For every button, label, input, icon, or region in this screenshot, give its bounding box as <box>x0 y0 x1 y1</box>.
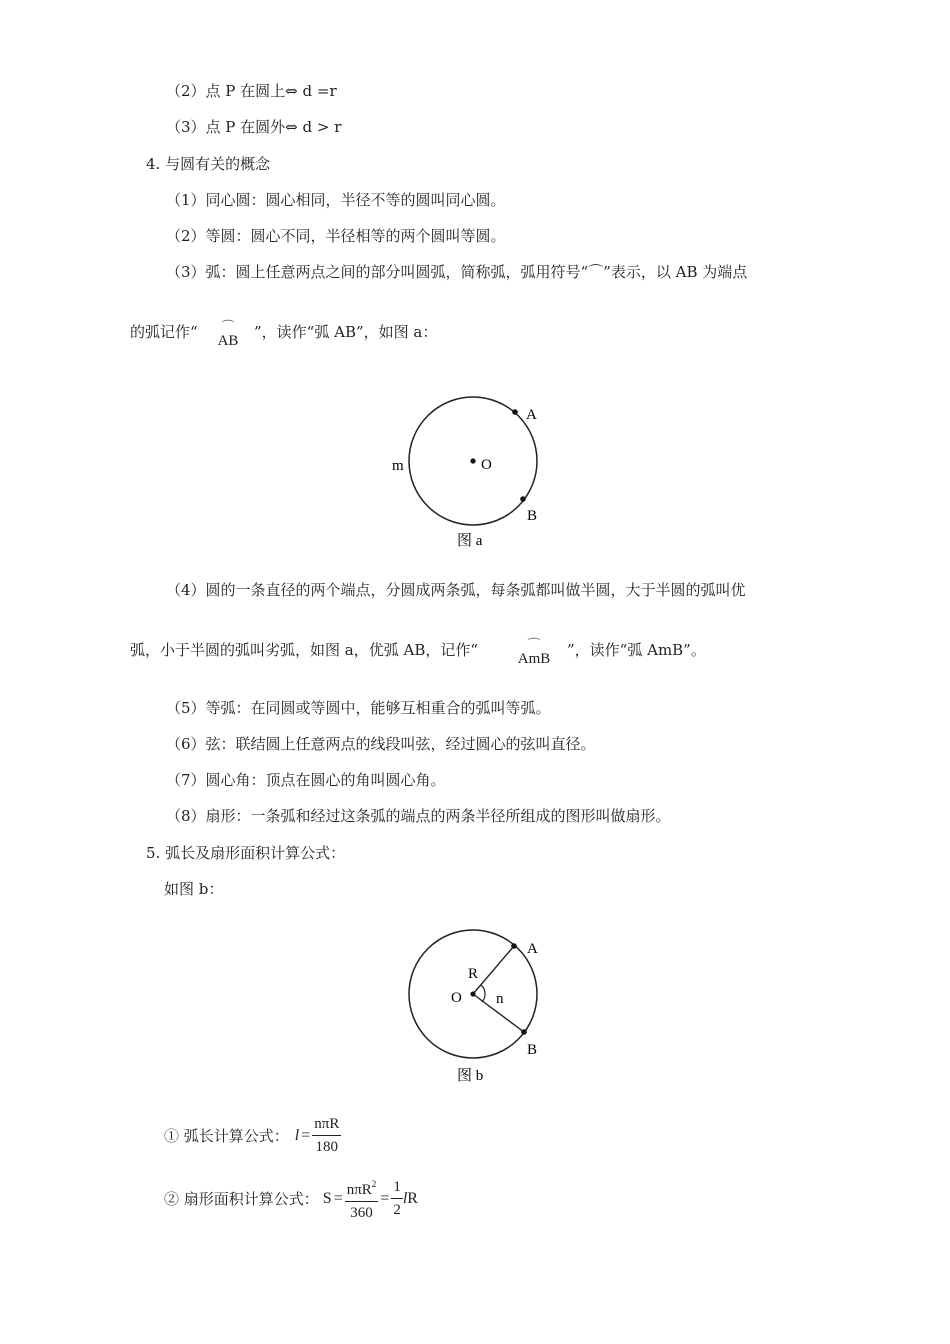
arc-symbol: ⌒ <box>221 319 235 334</box>
angle-arc-n <box>481 985 485 1002</box>
item-arc-definition: （3）弧：圆上任意两点之间的部分叫圆弧，简称弧，弧用符号“⌒”表示，以 AB 为端点 <box>166 263 748 281</box>
label-o: O <box>481 457 492 473</box>
formula-2-fraction-2 <box>391 1177 403 1220</box>
label-n: n <box>496 991 504 1007</box>
item-central-angle: （7）圆心角：顶点在圆心的角叫圆心角。 <box>166 771 446 789</box>
figure-b <box>385 924 555 1084</box>
arc-label: AmB <box>517 651 551 667</box>
figure-b-intro: 如图 b： <box>164 880 224 898</box>
formula-2-equals-2: = <box>380 1189 390 1207</box>
item-concentric-circles: （1）同心圆：圆心相同，半径不等的圆叫同心圆。 <box>166 191 506 209</box>
label-m: m <box>392 458 404 474</box>
label-a: A <box>526 407 537 423</box>
formula-2-label: ② 扇形面积计算公式： <box>164 1190 319 1208</box>
formula-1-fraction <box>312 1114 341 1157</box>
figure-a <box>385 392 555 552</box>
item-point-on-circle: （2）点 P 在圆上⇔ d =r <box>166 82 337 100</box>
formula-1-equals: = <box>301 1126 311 1144</box>
section-4-heading: 4. 与圆有关的概念 <box>146 155 271 173</box>
item-major-arc-post: ”，读作“弧 AmB”。 <box>567 641 706 659</box>
label-b: B <box>527 508 538 524</box>
item-point-outside-circle: （3）点 P 在圆外⇔ d > r <box>166 118 342 136</box>
formula-1-numerator: nπR <box>312 1114 341 1136</box>
formula-2-lhs: S <box>322 1189 332 1207</box>
label-b: B <box>527 1042 538 1058</box>
item-equal-arcs: （5）等弧：在同圆或等圆中，能够互相重合的弧叫等弧。 <box>166 699 551 717</box>
point-a-dot <box>512 409 518 415</box>
formula-2-num-text: nπR <box>346 1182 372 1198</box>
radius-oa <box>473 946 514 994</box>
formula-1-denominator: 180 <box>315 1139 339 1155</box>
arc-ab-notation <box>210 320 246 348</box>
center-dot-o <box>470 458 475 463</box>
formula-2-numerator-1 <box>345 1174 379 1202</box>
formula-1-var-l: l <box>294 1126 300 1144</box>
formula-2-fraction-1 <box>345 1174 379 1223</box>
label-r: R <box>468 966 479 982</box>
formula-2-var-r: R <box>407 1189 418 1207</box>
sector-area-formula <box>164 1174 418 1223</box>
formula-2-equals-1: = <box>333 1189 343 1207</box>
item-arc-notation-pre: 的弧记作“ <box>130 323 198 341</box>
item-sector: （8）扇形：一条弧和经过这条弧的端点的两条半径所组成的图形叫做扇形。 <box>166 807 671 825</box>
formula-2-var-l: l <box>402 1189 408 1207</box>
item-arc-notation-post: ”，读作“弧 AB”，如图 a： <box>254 323 438 341</box>
formula-2-exponent: 2 <box>371 1179 377 1189</box>
arc-label: AB <box>217 333 239 349</box>
label-a: A <box>527 941 538 957</box>
item-semicircle-definition: （4）圆的一条直径的两个端点，分圆成两条弧，每条弧都叫做半圆，大于半圆的弧叫优 <box>166 581 746 599</box>
figure-a-caption: 图 a <box>457 533 483 549</box>
label-o: O <box>451 990 462 1006</box>
point-b-dot <box>520 496 526 502</box>
formula-2-denominator-1: 360 <box>350 1205 373 1221</box>
center-dot-o <box>470 991 475 996</box>
figure-b-caption: 图 b <box>457 1068 484 1084</box>
section-5-heading: 5. 弧长及扇形面积计算公式： <box>146 844 346 862</box>
item-major-arc-pre: 弧，小于半圆的弧叫劣弧，如图 a，优弧 AB，记作“ <box>130 641 479 659</box>
arc-amb-notation <box>512 638 556 666</box>
item-chord: （6）弦：联结圆上任意两点的线段叫弦，经过圆心的弦叫直径。 <box>166 735 596 753</box>
formula-1-label: ① 弧长计算公式： <box>164 1127 289 1145</box>
point-a-dot <box>511 943 517 949</box>
item-equal-circles: （2）等圆：圆心不同，半径相等的两个圆叫等圆。 <box>166 227 506 245</box>
formula-2-numerator-2: 1 <box>391 1177 403 1199</box>
arc-symbol: ⌒ <box>527 637 541 652</box>
formula-2-denominator-2: 2 <box>393 1202 401 1218</box>
point-b-dot <box>521 1029 527 1035</box>
arc-length-formula <box>164 1114 341 1157</box>
